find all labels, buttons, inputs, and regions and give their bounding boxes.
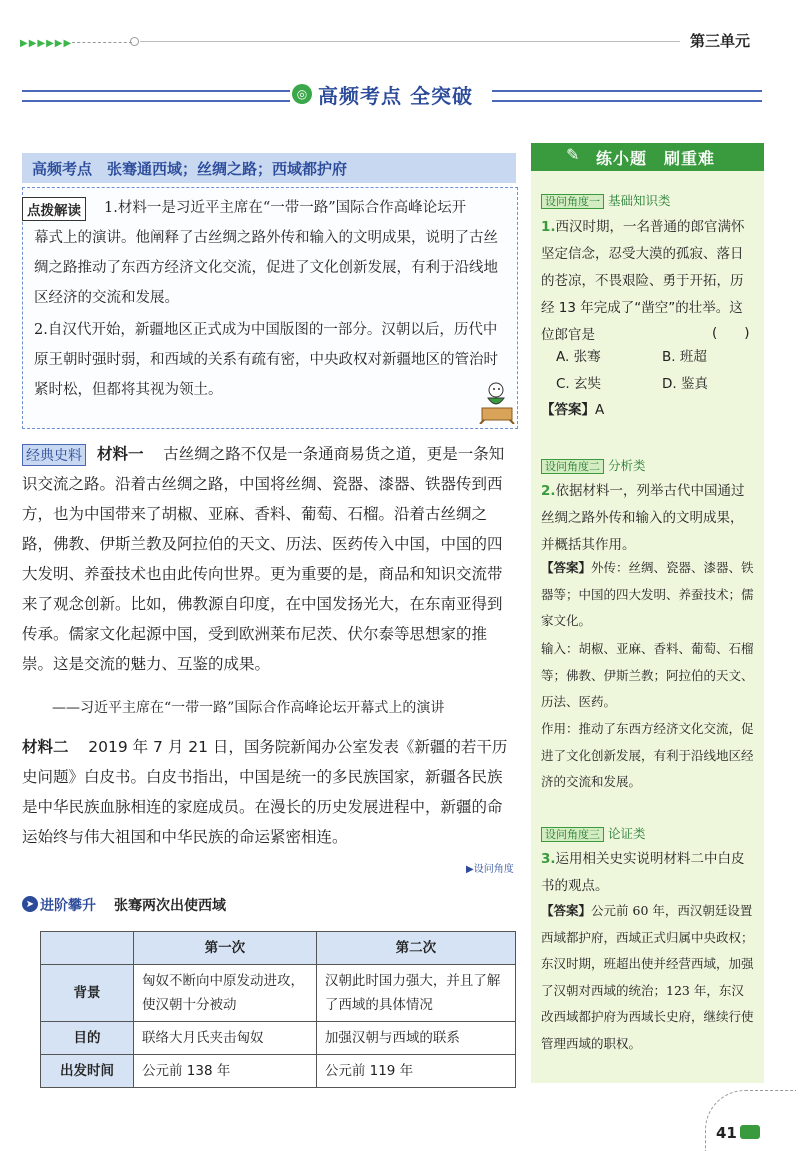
q3-text: 运用相关史实说明材料二中白皮书的观点。 bbox=[541, 851, 745, 894]
table-header-row bbox=[41, 932, 516, 965]
q3-tag: 设问角度三 bbox=[541, 827, 604, 842]
q1-angle-row bbox=[541, 191, 671, 209]
table-row bbox=[41, 1022, 516, 1055]
header-arrows: ▶▶▶▶▶▶ bbox=[20, 38, 73, 49]
table-cell: 公元前 138 年 bbox=[134, 1055, 317, 1088]
section-banner bbox=[292, 80, 490, 108]
q2-answer bbox=[541, 555, 755, 635]
topic-title: 高频考点 张骞通西域；丝绸之路；西域都护府 bbox=[32, 160, 348, 178]
material-2-title: 材料二 bbox=[22, 738, 69, 756]
q3-answer bbox=[541, 898, 755, 1057]
q2-number: 2. bbox=[541, 483, 556, 499]
table-cell: 加强汉朝与西域的联系 bbox=[316, 1022, 515, 1055]
q1-text: 西汉时期，一名普通的郎官满怀坚定信念，忍受大漠的孤寂、落日的苍凉，不畏艰险、勇于开拓，历经 13 年完成了“凿空”的壮举。这位郎官是 bbox=[541, 219, 745, 343]
unit-title: 第三单元 bbox=[690, 32, 751, 50]
comparison-table bbox=[40, 931, 516, 1088]
q2-answer-effect: 作用：推动了东西方经济文化交流，促进了文化创新发展，有利于沿线地区经济的交流和发展。 bbox=[541, 721, 754, 789]
q3-answer-text: 公元前 60 年，西汉朝廷设置西域都护府，西域正式归属中央政权；东汉时期，班超出使并经营西域，加强了汉朝对西域的统治；123 年，东汉改西域都护府为西域长史府，继续行使管理西域的职权。 bbox=[541, 903, 754, 1051]
question-angle-link[interactable]: ▶设问角度 bbox=[466, 864, 514, 875]
q2-answer-input: 输入：胡椒、亚麻、香料、葡萄、石榴等；佛教、伊斯兰教；阿拉伯的天文、历法、医药。 bbox=[541, 641, 754, 709]
q1-answer bbox=[541, 397, 755, 424]
book-icon bbox=[740, 1125, 760, 1139]
material-1 bbox=[22, 439, 516, 679]
q2-answer-text: 外传：丝绸、瓷器、漆器、铁器等；中国的四大发明、养蚕技术；儒家文化。 bbox=[541, 560, 754, 628]
q3-angle-row bbox=[541, 824, 646, 842]
q3-answer-label: 【答案】 bbox=[541, 903, 592, 918]
row-label: 目的 bbox=[41, 1022, 134, 1055]
table-header-cell: 第二次 bbox=[316, 932, 515, 965]
rocket-icon: ➤ bbox=[22, 896, 38, 912]
banner-title: 高频考点 全突破 bbox=[318, 83, 473, 108]
q2-text: 依据材料一，列举古代中国通过丝绸之路外传和输入的文明成果，并概括其作用。 bbox=[541, 483, 745, 553]
table-cell: 联络大月氏夹击匈奴 bbox=[134, 1022, 317, 1055]
tips-paragraph-1-first: 1.材料一是习近平主席在“一带一路”国际合作高峰论坛开 bbox=[104, 200, 467, 216]
tips-label: 点拨解读 bbox=[22, 197, 86, 221]
material-2-text: 2019 年 7 月 21 日，国务院新闻办公室发表《新疆的若干历史问题》白皮书。白皮书指出，中国是统一的多民族国家，新疆各民族是中华民族血脉相连的家庭成员。在漫长的历史发展进程中，新疆的命运始终与伟大祖国和中华民族的命运紧密相连。 bbox=[22, 738, 508, 846]
target-icon: ◎ bbox=[292, 84, 312, 104]
mascot-icon bbox=[474, 380, 520, 424]
banner-line-right bbox=[492, 90, 762, 102]
material-2 bbox=[22, 732, 516, 852]
q2-angle: 分析类 bbox=[607, 458, 646, 473]
q1-number: 1. bbox=[541, 219, 556, 235]
header-circle bbox=[130, 37, 139, 46]
q3-angle: 论证类 bbox=[607, 826, 646, 841]
reader-icon: ✎ bbox=[566, 145, 580, 164]
q2-answer-label: 【答案】 bbox=[541, 560, 592, 575]
q1-option-a[interactable]: A. 张骞 bbox=[556, 349, 601, 365]
header-rule bbox=[140, 41, 680, 42]
q2-question[interactable] bbox=[541, 478, 755, 559]
q1-answer-value: A bbox=[595, 402, 605, 418]
q2-tag: 设问角度二 bbox=[541, 459, 604, 474]
advanced-label: 进阶攀升 bbox=[40, 898, 96, 914]
table-header-cell: 第一次 bbox=[134, 932, 317, 965]
tips-paragraph-1: 幕式上的演讲。他阐释了古丝绸之路外传和输入的文明成果，说明了古丝绸之路推动了东西方经济文化交流，促进了文化创新发展，有利于沿线地区经济的交流和发展。 bbox=[34, 230, 498, 306]
header-dashed-line bbox=[72, 42, 132, 43]
page-number: 41 bbox=[716, 1124, 737, 1142]
q2-angle-row bbox=[541, 456, 646, 474]
row-label: 背景 bbox=[41, 965, 134, 1022]
q1-option-c[interactable]: C. 玄奘 bbox=[556, 376, 602, 392]
material-1-source: ——习近平主席在“一带一路”国际合作高峰论坛开幕式上的演讲 bbox=[52, 700, 445, 716]
table-row bbox=[41, 1055, 516, 1088]
q1-tag: 设问角度一 bbox=[541, 194, 604, 209]
advanced-title: 张骞两次出使西域 bbox=[114, 898, 226, 914]
row-label: 出发时间 bbox=[41, 1055, 134, 1088]
practice-title: 练小题 刷重难 bbox=[596, 149, 716, 168]
table-header-cell bbox=[41, 932, 134, 965]
table-cell: 汉朝此时国力强大，并且了解了西域的具体情况 bbox=[316, 965, 515, 1022]
q1-angle: 基础知识类 bbox=[607, 193, 671, 208]
table-row bbox=[41, 965, 516, 1022]
q1-bracket: ( ) bbox=[712, 325, 750, 341]
material-1-text: 古丝绸之路不仅是一条通商易货之道，更是一条知识交流之路。沿着古丝绸之路，中国将丝绸、瓷器、漆器、铁器传到西方，也为中国带来了胡椒、亚麻、香料、葡萄、石榴。沿着古丝绸之路，佛教、伊斯兰教及阿拉伯的天文、历法、医药传入中国，中国的四大发明、养蚕技术也由此传向世界。更为重要的是，商品和知识交流带来了观念创新。比如，佛教源自印度，在中国发扬光大，在东南亚得到传承。儒家文化起源中国，受到欧洲莱布尼茨、伏尔泰等思想家的推崇。这是交流的魅力、互鉴的成果。 bbox=[22, 445, 505, 673]
q1-option-d[interactable]: D. 鉴真 bbox=[662, 376, 708, 392]
q3-number: 3. bbox=[541, 851, 556, 867]
table-cell: 匈奴不断向中原发动进攻，使汉朝十分被动 bbox=[134, 965, 317, 1022]
q1-option-b[interactable]: B. 班超 bbox=[662, 349, 707, 365]
material-1-title: 材料一 bbox=[97, 445, 144, 463]
tips-paragraph-2: 2.自汉代开始，新疆地区正式成为中国版图的一部分。汉朝以后，历代中原王朝时强时弱，和西域的关系有疏有密，中央政权对新疆地区的管治时紧时松，但都将其视为领土。 bbox=[34, 322, 498, 398]
q1-answer-label: 【答案】 bbox=[541, 402, 595, 418]
table-cell: 公元前 119 年 bbox=[316, 1055, 515, 1088]
q3-question[interactable] bbox=[541, 846, 755, 900]
classic-material-label: 经典史料 bbox=[22, 444, 86, 466]
banner-line-left bbox=[22, 90, 290, 102]
